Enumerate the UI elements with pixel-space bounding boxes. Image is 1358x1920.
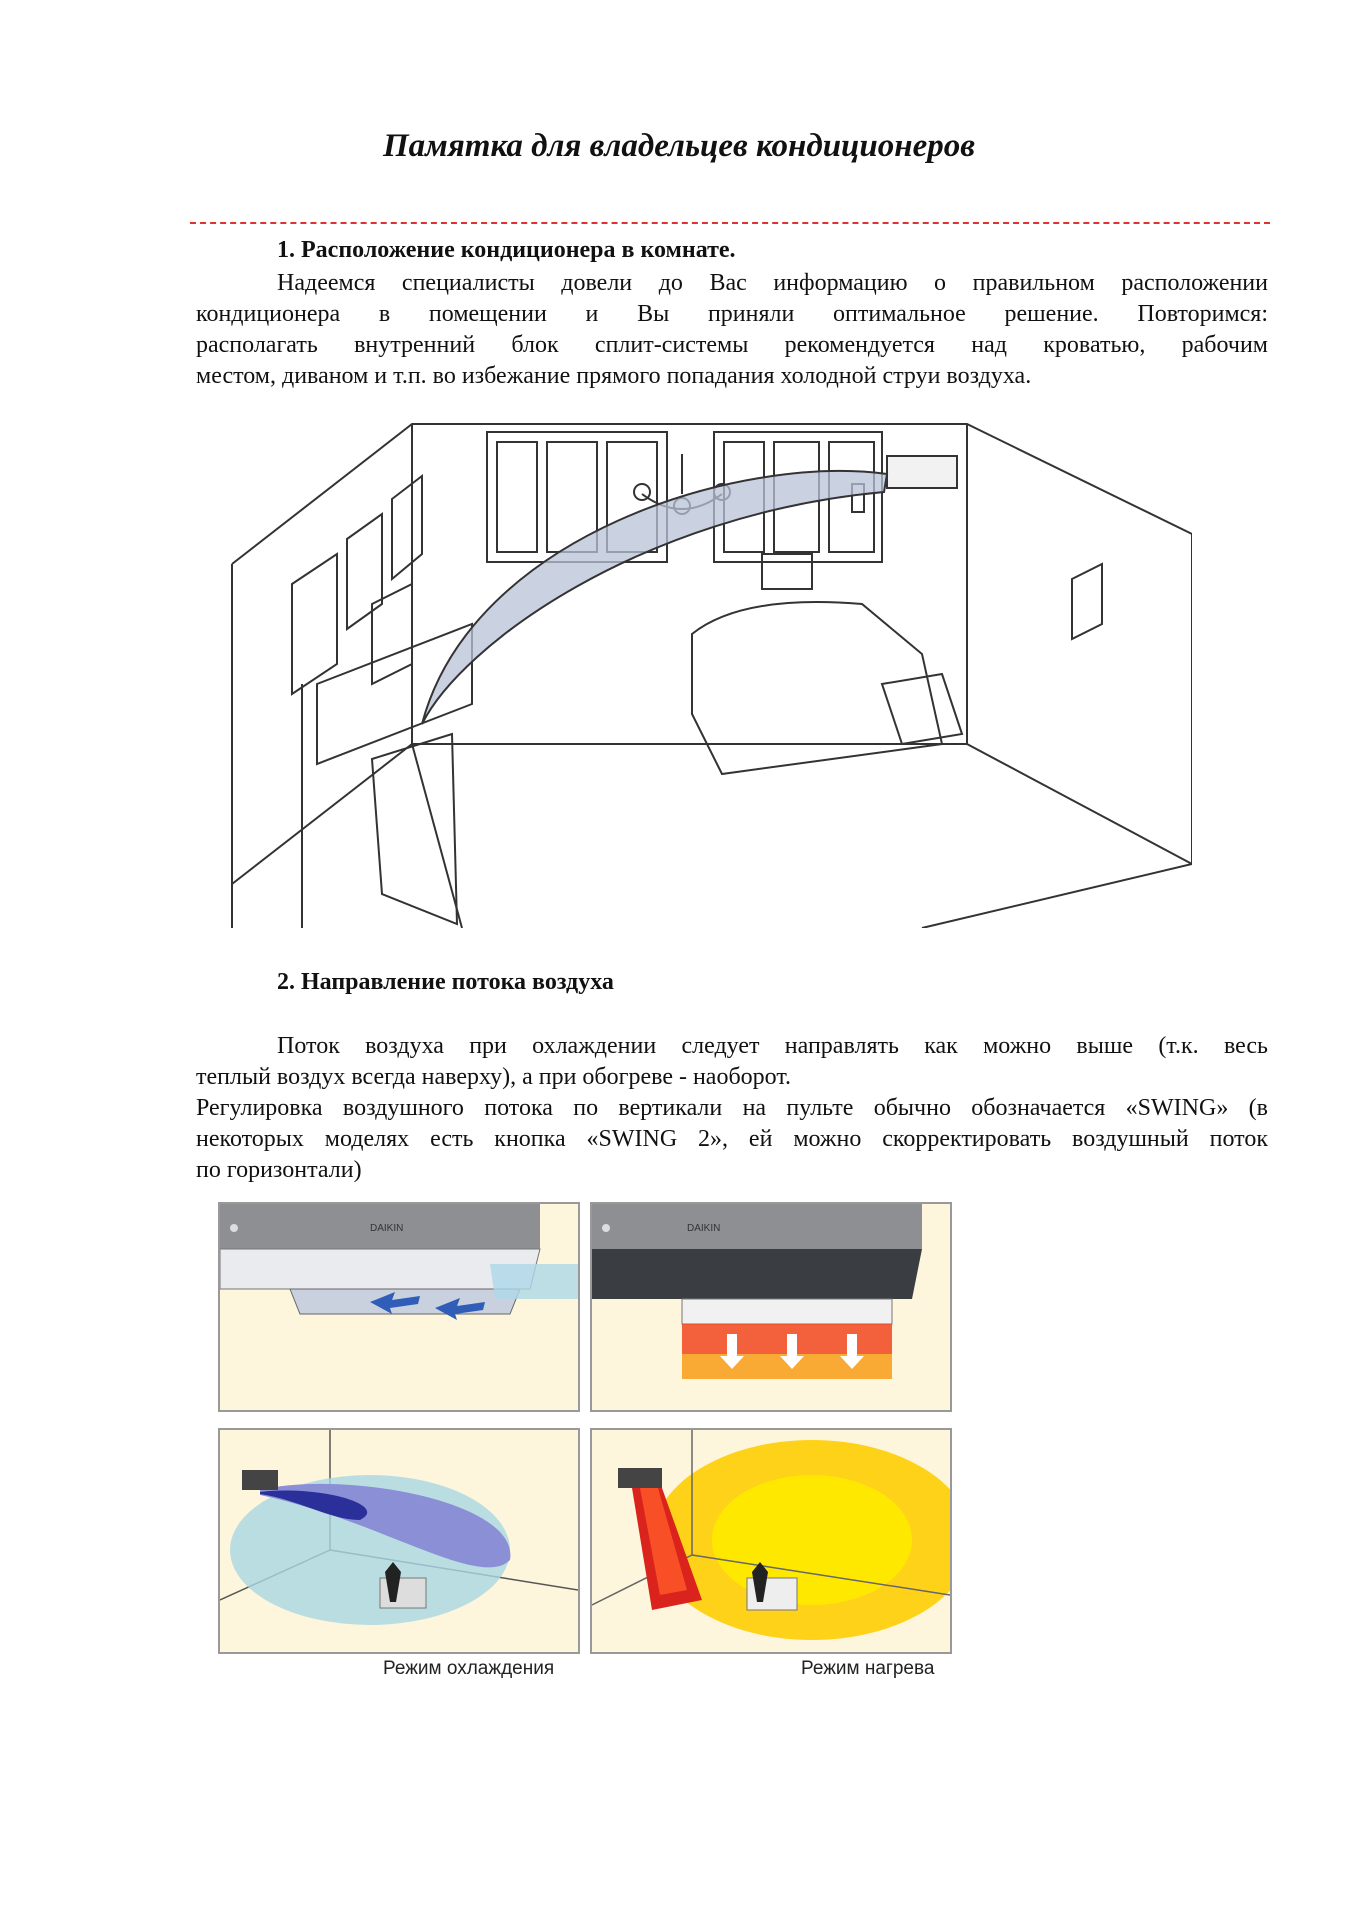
brand-label-heating: DAIKIN (687, 1223, 721, 1234)
section2-p2-line-2: некоторых моделях есть кнопка «SWING 2», ей можно скорректировать воздушный поток (196, 1126, 1268, 1152)
section2-p2-line-1: Регулировка воздушного потока по вертикали на пульте обычно обозначается «SWING» (в (196, 1095, 1268, 1121)
panel-heating-unit (590, 1202, 952, 1412)
room-airflow-illustration (222, 414, 1192, 928)
panel-cooling-room (218, 1428, 580, 1654)
dashed-divider (190, 222, 1270, 224)
section2-p2-line-3: по горизонтали) (196, 1157, 362, 1183)
section1-line-4: местом, диваном и т.п. во избежание прямого попадания холодной струи воздуха. (196, 363, 1032, 389)
caption-cooling: Режим охлаждения (383, 1658, 555, 1679)
section1-paragraph (196, 268, 1268, 392)
section1-line-3: располагать внутренний блок сплит-системы рекомендуется над кроватью, рабочим (196, 332, 1268, 358)
panel-heating-room (590, 1428, 952, 1654)
page-title: Памятка для владельцев кондиционеров (383, 128, 975, 164)
section2-p1-line-1: Поток воздуха при охлаждении следует направлять как можно выше (т.к. весь (277, 1033, 1268, 1059)
caption-heating: Режим нагрева (801, 1658, 935, 1679)
section1-heading: 1. Расположение кондиционера в комнате. (277, 237, 736, 263)
section2-paragraph-2 (196, 1093, 1268, 1186)
section2-p1-line-2: теплый воздух всегда наверху), а при обогреве - наоборот. (196, 1064, 792, 1090)
section1-line-1: Надеемся специалисты довели до Вас информацию о правильном расположении (277, 270, 1268, 296)
brand-label-cooling: DAIKIN (370, 1223, 404, 1234)
section2-heading: 2. Направление потока воздуха (277, 969, 614, 995)
panel-cooling-unit (218, 1202, 580, 1412)
section2-paragraph-1 (196, 1031, 1268, 1093)
section1-line-2: кондиционера в помещении и Вы приняли оптимальное решение. Повторимся: (196, 301, 1268, 327)
